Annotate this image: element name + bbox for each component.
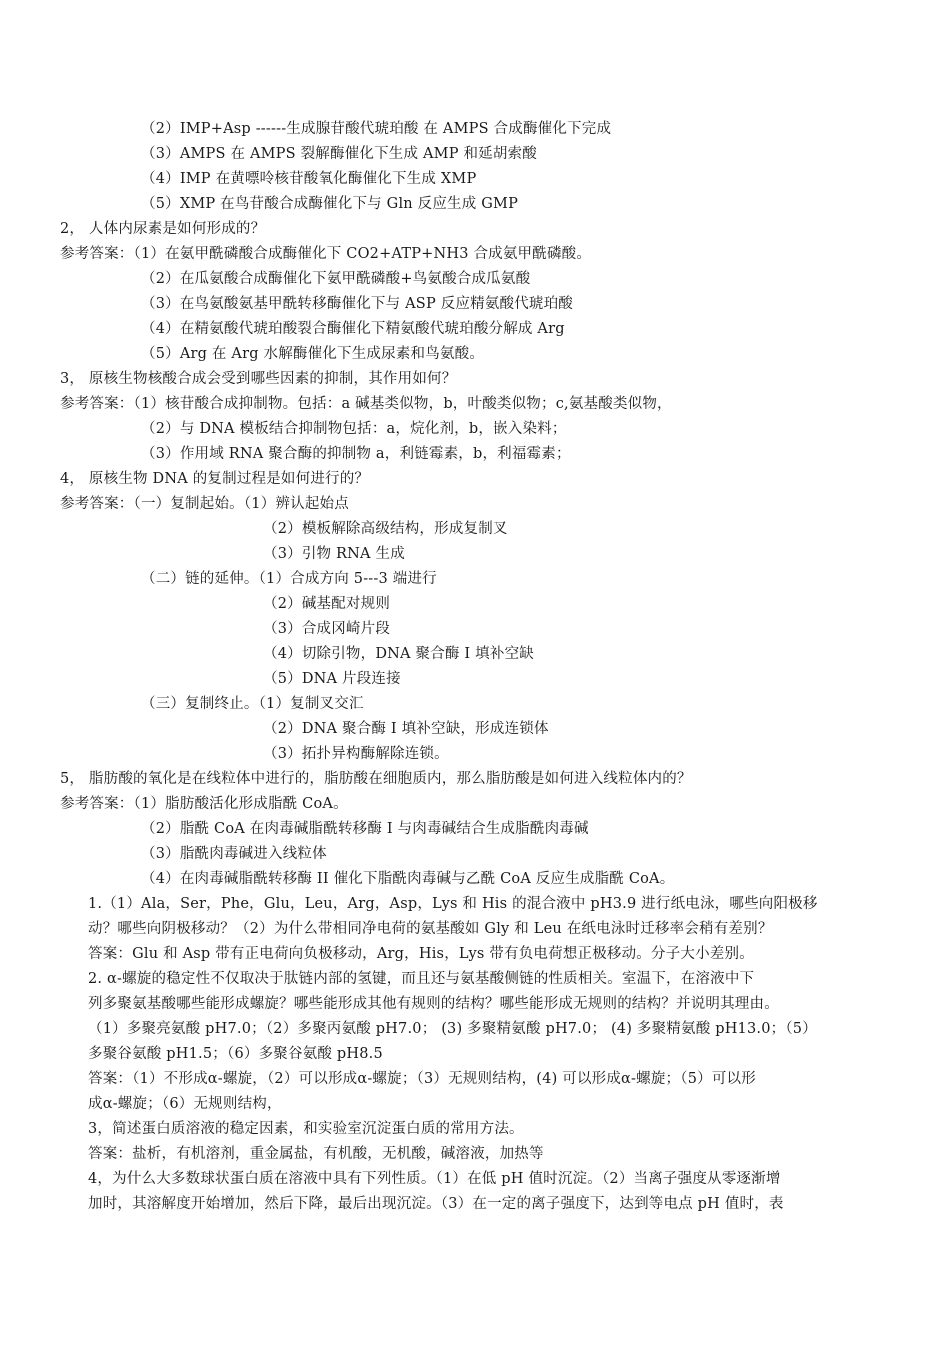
answer-line: 参考答案：（1）脂肪酸活化形成脂酰 CoA。	[60, 796, 348, 812]
question-heading: 3， 原核生物核酸合成会受到哪些因素的抑制，其作用如何？	[60, 371, 457, 387]
text-line: （3）AMPS 在 AMPS 裂解酶催化下生成 AMP 和延胡索酸	[141, 146, 537, 162]
question-line: 3，简述蛋白质溶液的稳定因素，和实验室沉淀蛋白质的常用方法。	[88, 1121, 524, 1137]
text-line: （4）在肉毒碱脂酰转移酶 II 催化下脂酰肉毒碱与乙酰 CoA 反应生成脂酰 CoA。	[141, 871, 675, 887]
text-line: （4）切除引物，DNA 聚合酶 I 填补空缺	[263, 646, 534, 662]
question-heading: 4， 原核生物 DNA 的复制过程是如何进行的？	[60, 471, 370, 487]
question-line: 4，为什么大多数球状蛋白质在溶液中具有下列性质。（1）在低 pH 值时沉淀。（2）当离子强度从零逐渐增	[88, 1171, 781, 1187]
text-line: （二）链的延伸。（1）合成方向 5---3 端进行	[141, 571, 437, 587]
text-line: （2）IMP+Asp ------生成腺苷酸代琥珀酸 在 AMPS 合成酶催化下完成	[141, 121, 612, 137]
text-line: （2）在瓜氨酸合成酶催化下氨甲酰磷酸+鸟氨酸合成瓜氨酸	[141, 271, 531, 287]
answer-line: 参考答案：（1）在氨甲酰磷酸合成酶催化下 CO2+ATP+NH3 合成氨甲酰磷酸。	[60, 246, 592, 262]
text-line: （2）与 DNA 模板结合抑制物包括：a，烷化剂，b，嵌入染料；	[141, 421, 567, 437]
answer-line: 成α-螺旋；（6）无规则结构，	[88, 1096, 282, 1112]
question-line: （1）多聚亮氨酸 pH7.0；（2）多聚丙氨酸 pH7.0； (3) 多聚精氨酸 pH7.0； (4) 多聚精氨酸 pH13.0；（5）	[88, 1021, 817, 1037]
question-line: 加时，其溶解度开始增加，然后下降，最后出现沉淀。（3）在一定的离子强度下，达到等电点 pH 值时，表	[88, 1196, 784, 1212]
question-heading: 5， 脂肪酸的氧化是在线粒体中进行的，脂肪酸在细胞质内，那么脂肪酸是如何进入线粒体内的？	[60, 771, 692, 787]
question-line: 1.（1）Ala，Ser，Phe，Glu，Leu，Arg，Asp，Lys 和 His 的混合液中 pH3.9 进行纸电泳，哪些向阳极移	[88, 896, 818, 912]
text-line: （3）引物 RNA 生成	[263, 546, 405, 562]
text-line: （5）XMP 在鸟苷酸合成酶催化下与 Gln 反应生成 GMP	[141, 196, 519, 212]
text-line: （5）Arg 在 Arg 水解酶催化下生成尿素和鸟氨酸。	[141, 346, 485, 362]
answer-line: 答案：Glu 和 Asp 带有正电荷向负极移动，Arg，His，Lys 带有负电荷想正极移动。分子大小差别。	[88, 946, 754, 962]
text-line: （三）复制终止。（1）复制叉交汇	[141, 696, 364, 712]
text-line: （2）脂酰 CoA 在肉毒碱脂酰转移酶 I 与肉毒碱结合生成脂酰肉毒碱	[141, 821, 589, 837]
answer-line: 答案：盐析，有机溶剂，重金属盐，有机酸，无机酸，碱溶液，加热等	[88, 1146, 544, 1162]
text-line: （3）合成冈崎片段	[263, 621, 391, 637]
answer-line: 参考答案：（一）复制起始。（1）辨认起始点	[60, 496, 349, 512]
answer-line: 参考答案：（1）核苷酸合成抑制物。包括：a 碱基类似物，b，叶酸类似物；c,氨基酸类似物，	[60, 396, 672, 412]
question-line: 2. α-螺旋的稳定性不仅取决于肽链内部的氢键，而且还与氨基酸侧链的性质相关。室温下，在溶液中下	[88, 971, 755, 987]
text-line: （4）IMP 在黄嘌呤核苷酸氧化酶催化下生成 XMP	[141, 171, 477, 187]
text-line: （5）DNA 片段连接	[263, 671, 401, 687]
question-line: 动？哪些向阴极移动？（2）为什么带相同净电荷的氨基酸如 Gly 和 Leu 在纸电泳时迁移率会稍有差别？	[88, 921, 773, 937]
text-line: （2）DNA 聚合酶 I 填补空缺，形成连锁体	[263, 721, 549, 737]
text-line: （2）碱基配对规则	[263, 596, 391, 612]
text-line: （3）在鸟氨酸氨基甲酰转移酶催化下与 ASP 反应精氨酸代琥珀酸	[141, 296, 574, 312]
question-line: 多聚谷氨酸 pH1.5；（6）多聚谷氨酸 pH8.5	[88, 1046, 383, 1062]
text-line: （2）模板解除高级结构，形成复制叉	[263, 521, 508, 537]
text-line: （3）作用域 RNA 聚合酶的抑制物 a，利链霉素，b，利福霉素；	[141, 446, 571, 462]
text-line: （3）脂酰肉毒碱进入线粒体	[141, 846, 327, 862]
question-heading: 2， 人体内尿素是如何形成的？	[60, 221, 266, 237]
question-line: 列多聚氨基酸哪些能形成螺旋？哪些能形成其他有规则的结构？哪些能形成无规则的结构？并说明其理由。	[88, 996, 779, 1012]
text-line: （4）在精氨酸代琥珀酸裂合酶催化下精氨酸代琥珀酸分解成 Arg	[141, 321, 565, 337]
answer-line: 答案：（1）不形成α-螺旋，（2）可以形成α-螺旋；（3）无规则结构，(4) 可以形成α-螺旋；（5）可以形	[88, 1071, 756, 1087]
text-line: （3）拓扑异构酶解除连锁。	[263, 746, 449, 762]
